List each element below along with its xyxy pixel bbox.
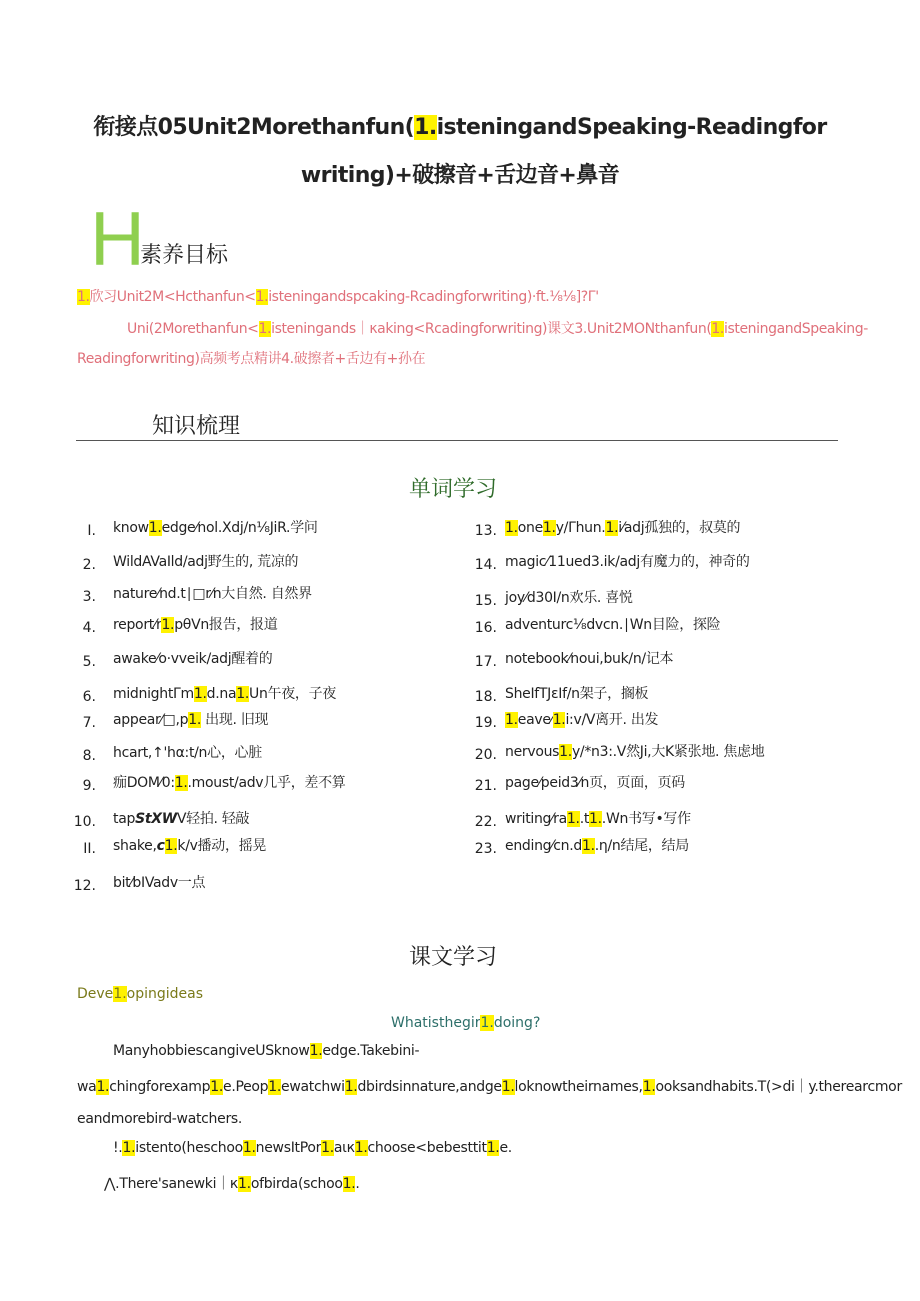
title-text: 衔接点05Unit2Morethanfun(: [93, 115, 415, 140]
highlight-mark: 1.: [505, 520, 518, 536]
goals-text: isteningandspcaking-Rcadingforwriting)·ft.⅛⅛]?Γ': [268, 289, 599, 305]
highlight-mark: 1.: [505, 712, 518, 728]
decorative-h-letter: H: [90, 197, 145, 282]
vocab-text: istento(heschoo: [135, 1140, 243, 1156]
highlight-mark: 1.: [96, 1079, 110, 1095]
vocab-text: nature⁄nd.t∣□r⁄n大自然. 自然界: [113, 586, 312, 602]
vocab-entry: [505, 709, 658, 729]
highlight-mark: 1.: [148, 520, 162, 536]
highlight-mark: 1.: [501, 1079, 515, 1095]
vocab-number: 3.: [82, 589, 96, 605]
document-title-line-1: [0, 110, 920, 141]
vocab-text: shake,: [113, 838, 157, 854]
paragraph-line: [77, 1076, 902, 1096]
vocab-number: I.: [87, 523, 96, 539]
text-study-heading: 课文学习: [409, 945, 498, 970]
highlight-mark: 1.: [309, 1043, 323, 1059]
highlight-mark: 1.: [605, 520, 619, 536]
vocab-text: 出现. 旧现: [200, 712, 269, 728]
highlight-mark: 1.: [236, 686, 249, 702]
vocab-entry: [113, 648, 272, 668]
vocab-text: notebook⁄noui,buk/n/记本: [505, 651, 674, 667]
vocab-number: 15.: [474, 593, 497, 609]
vocab-text: loknowtheirnames,: [514, 1079, 643, 1095]
vocab-entry: [113, 517, 318, 537]
vocab-text: .t: [579, 811, 590, 827]
vocab-number: 22.: [474, 814, 497, 830]
highlight-mark: 1.: [559, 744, 572, 760]
highlight-mark: 1.: [164, 838, 178, 854]
vocab-number: 8.: [82, 748, 96, 764]
vocab-text: awake⁄o·vveik/adj醒着的: [113, 651, 273, 667]
vocab-text: report⁄r: [113, 617, 162, 633]
vocab-entry: [113, 683, 336, 703]
highlight-mark: 1.: [486, 1140, 500, 1156]
vocab-number: 7.: [82, 715, 96, 731]
highlight-mark: 1.: [542, 520, 556, 536]
label-text: opingideas: [126, 986, 204, 1002]
vocab-entry: [505, 772, 685, 792]
goals-heading: 素养目标: [140, 243, 229, 268]
vocab-text: ooksandhabits.T(>di｜y.therearcmor: [655, 1079, 902, 1095]
vocab-entry: [113, 872, 205, 892]
vocab-number: II.: [83, 841, 96, 857]
vocab-number: 5.: [82, 654, 96, 670]
vocab-text: midnightΓm: [113, 686, 194, 702]
reading-question: [391, 1015, 540, 1031]
paragraph-line: [77, 1111, 242, 1127]
vocab-text: k/v播动，摇晃: [177, 838, 267, 854]
vocab-text: i:v/V离开. 出发: [565, 712, 659, 728]
highlight-mark: 1.: [255, 289, 269, 305]
highlight-mark: 1.: [210, 1079, 223, 1095]
vocab-entry: [113, 551, 298, 571]
vocab-text: y/*n3:.V然Ji,大K紧张地. 焦虑地: [571, 744, 765, 760]
label-text: Deve: [77, 986, 114, 1002]
section-divider: [76, 440, 838, 441]
paragraph-line: [104, 1173, 360, 1193]
highlight-mark: 1.: [552, 712, 566, 728]
paragraph-line: [113, 1140, 512, 1156]
highlight-mark: 1.: [122, 1140, 136, 1156]
vocab-text: .η/n结尾，结局: [594, 838, 689, 854]
vocab-number: 9.: [82, 778, 96, 794]
goals-text: Uni(2Morethanfun<: [127, 321, 259, 337]
vocab-text: hcart,↑'hα:t/n心，心脏: [113, 745, 262, 761]
vocab-text: wa: [77, 1079, 97, 1095]
vocab-text: bit⁄bIVadv一点: [113, 875, 206, 891]
highlight-mark: 1.: [188, 712, 201, 728]
vocab-number: 18.: [474, 689, 497, 705]
vocab-text: d.na: [206, 686, 237, 702]
vocab-text: edge⁄nol.Xdj/n⅛JiR.学问: [161, 520, 318, 536]
highlight-mark: 1.: [344, 1079, 358, 1095]
vocab-text: ManyhobbiescangiveUSknow: [113, 1043, 310, 1059]
vocab-text: c: [156, 838, 165, 854]
vocab-entry: [113, 709, 268, 729]
vocab-text: adventurc⅛dvcn.∣Wn目险，探险: [505, 617, 721, 633]
vocab-entry: [505, 741, 764, 761]
vocab-text: .: [355, 1176, 360, 1192]
vocab-number: 20.: [474, 747, 497, 763]
vocab-text: tap: [113, 811, 136, 827]
vocab-text: e.Peop: [223, 1079, 269, 1095]
vocab-text: pθVn报告，报道: [174, 617, 278, 633]
highlight-mark: 1.: [193, 686, 207, 702]
vocab-text: i⁄adj孤独的，叔莫的: [618, 520, 741, 536]
goals-line-1: [77, 286, 599, 306]
goals-text: 欣习Unit2M<Hcthanfun<: [89, 289, 256, 305]
vocab-text: newsItPor: [255, 1140, 322, 1156]
vocab-text: appear⁄□,p: [113, 712, 189, 728]
vocab-number: 13.: [474, 523, 497, 539]
highlight-mark: 1.: [174, 775, 188, 791]
vocab-text: ofbirda(schoo: [250, 1176, 343, 1192]
vocab-entry: [505, 587, 633, 607]
highlight-mark: 1.: [161, 617, 175, 633]
vocab-entry: [113, 808, 249, 828]
vocab-text: edge.Takebini-: [322, 1043, 420, 1059]
vocab-text: ending⁄cn.d: [505, 838, 582, 854]
document-title-line-2: writing)+破擦音+舌边音+鼻音: [300, 163, 620, 188]
vocab-entry: [113, 772, 346, 792]
vocab-text: StXW: [135, 811, 177, 827]
vocab-entry: [113, 583, 312, 603]
vocab-entry: [505, 648, 673, 668]
vocab-text: aιк: [333, 1140, 355, 1156]
highlight-mark: 1.: [414, 115, 437, 140]
vocab-text: e.: [499, 1140, 512, 1156]
vocab-text: dbirdsinnature,andge: [357, 1079, 502, 1095]
vocab-text: writing⁄ra: [505, 811, 567, 827]
vocab-number: 21.: [474, 778, 497, 794]
title-text: isteningandSpeaking-Readingfor: [436, 115, 827, 140]
vocab-text: one: [517, 520, 543, 536]
vocab-text: eave⁄: [517, 712, 553, 728]
vocab-text: chingforexamp: [109, 1079, 211, 1095]
vocab-text: magic⁄11ued3.ik/adj有魔力的，神奇的: [505, 554, 750, 570]
vocab-entry: [505, 835, 689, 855]
highlight-mark: 1.: [113, 986, 127, 1002]
vocab-number: 14.: [474, 557, 497, 573]
vocab-text: .Wn书写•写作: [601, 811, 691, 827]
highlight-mark: 1.: [581, 838, 595, 854]
goals-line-3: Readingforwriting)高频考点精讲4.破擦者+舌边有+孙在: [77, 351, 426, 367]
knowledge-heading: 知识梳理: [152, 414, 241, 439]
vocab-number: 23.: [474, 841, 497, 857]
vocab-number: 2.: [82, 557, 96, 573]
vocab-number: 12.: [73, 878, 96, 894]
highlight-mark: 1.: [480, 1015, 494, 1031]
vocab-text: ⋀.There'sanewki｜к: [104, 1176, 239, 1192]
goals-text: isteningands｜κaking<Rcadingforwriting)课文3.Unit2MONthanfun(: [271, 321, 712, 337]
highlight-mark: 1.: [268, 1079, 282, 1095]
highlight-mark: 1.: [242, 1140, 256, 1156]
vocab-text: nervous: [505, 744, 560, 760]
vocab-text: y/Γhun.: [555, 520, 606, 536]
question-text: Whatisthegir: [391, 1015, 481, 1031]
vocab-entry: [505, 683, 648, 703]
vocab-text: know: [113, 520, 149, 536]
vocab-heading: 单词学习: [409, 477, 498, 502]
vocab-text: !.: [113, 1140, 123, 1156]
vocab-text: choose<bebesttit: [367, 1140, 487, 1156]
question-text: doing?: [493, 1015, 541, 1031]
vocab-text: SheIfTJεIf/n架子，搁板: [505, 686, 649, 702]
vocab-number: 17.: [474, 654, 497, 670]
highlight-mark: 1.: [642, 1079, 656, 1095]
vocab-number: 10.: [73, 814, 96, 830]
highlight-mark: 1.: [342, 1176, 356, 1192]
developing-ideas-label: [77, 986, 203, 1002]
vocab-number: 4.: [82, 620, 96, 636]
goals-line-2: [127, 318, 868, 338]
highlight-mark: 1.: [77, 289, 90, 305]
vocab-entry: [113, 614, 277, 634]
highlight-mark: 1.: [589, 811, 602, 827]
vocab-text: WildAVaIld/adj野生的, 荒凉的: [113, 554, 299, 570]
vocab-entry: [505, 517, 740, 537]
vocab-number: 19.: [474, 715, 497, 731]
paragraph-line: [113, 1043, 419, 1059]
vocab-text: Un午夜，子夜: [249, 686, 337, 702]
highlight-mark: 1.: [354, 1140, 368, 1156]
vocab-entry: [113, 835, 266, 855]
highlight-mark: 1.: [258, 321, 272, 337]
highlight-mark: 1.: [566, 811, 580, 827]
vocab-number: 16.: [474, 620, 497, 636]
vocab-text: V轻拍. 轻敲: [176, 811, 250, 827]
goals-text: isteningandSpeaking-: [723, 321, 868, 337]
vocab-number: 6.: [82, 689, 96, 705]
highlight-mark: 1.: [238, 1176, 251, 1192]
vocab-text: ewatchwi: [281, 1079, 345, 1095]
vocab-entry: [505, 808, 691, 828]
vocab-text: joy⁄d30I/n欢乐. 喜悦: [505, 590, 633, 606]
highlight-mark: 1.: [711, 321, 724, 337]
vocab-text: 痂DOM⁄0:: [113, 775, 175, 791]
vocab-entry: [505, 551, 750, 571]
vocab-text: eandmorebird-watchers.: [77, 1111, 243, 1127]
vocab-text: page⁄peid3⁄n页，页面，页码: [505, 775, 685, 791]
vocab-entry: [113, 742, 262, 762]
vocab-text: .moust/adv几乎，差不算: [187, 775, 346, 791]
vocab-entry: [505, 614, 720, 634]
highlight-mark: 1.: [321, 1140, 334, 1156]
